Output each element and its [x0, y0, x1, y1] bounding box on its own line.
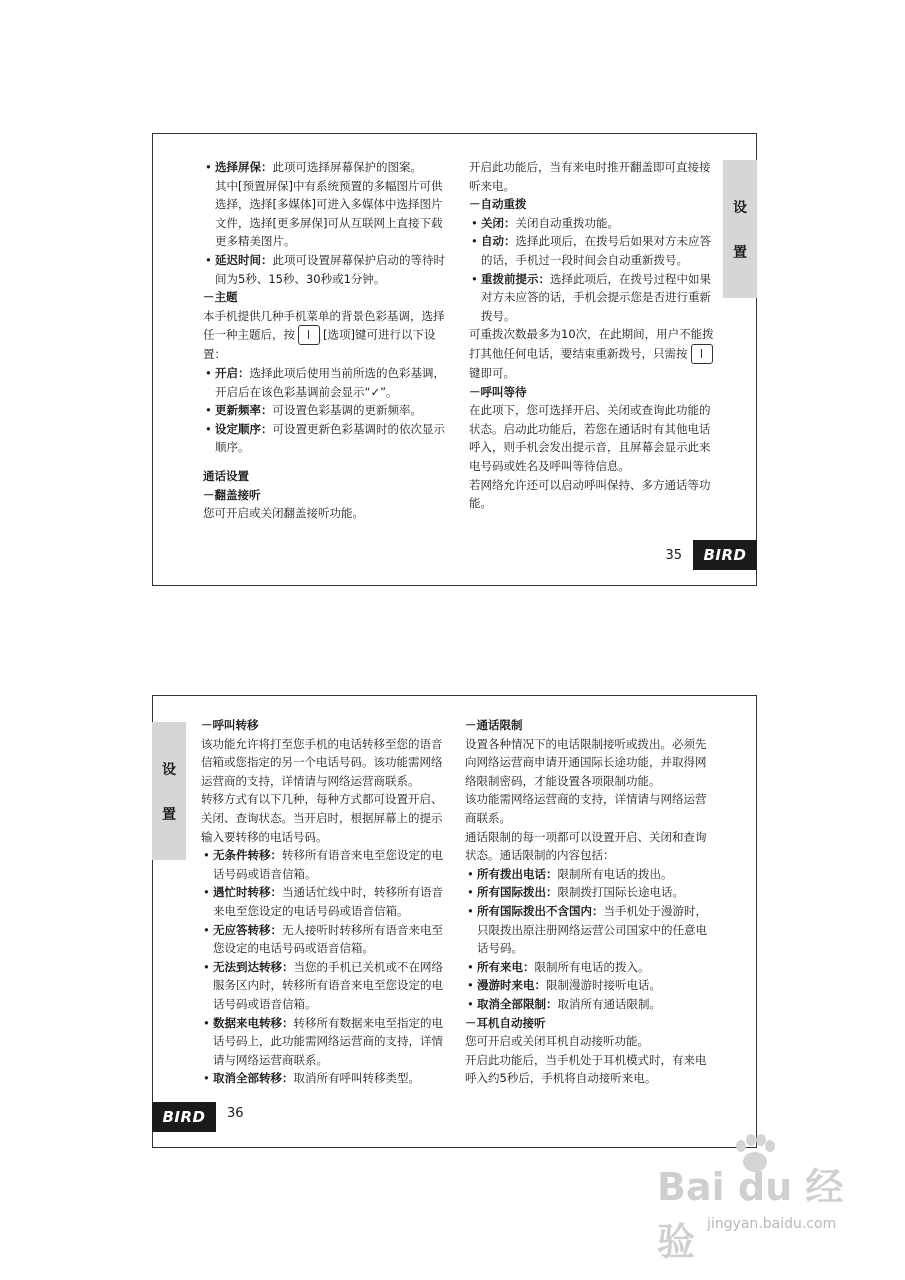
bullet-item — [201, 846, 451, 883]
bullet-text: 当您的手机已关机或不在网络服务区内时，转移所有语音来电至您设定的电话号码或语音信箱。 — [213, 959, 443, 1011]
body-paragraph: 在此项下，您可选择开启、关闭或查询此功能的状态。启动此功能后，若您在通话时有其他电话呼入，则手机会发出提示音，且屏幕会显示此来电号码或姓名及呼叫等待信息。 — [469, 403, 711, 473]
section-heading: 通话设置 — [203, 468, 249, 483]
section-heading: －呼叫等待 — [469, 384, 527, 399]
section-heading: －呼叫转移 — [201, 718, 259, 732]
bullet-text: 选择此项后，在拨号过程中如果对方未应答的话，手机会提示您是否进行重新拨号。 — [481, 271, 711, 323]
body-paragraph — [203, 307, 451, 364]
bullet-text: 限制漫游时接听电话。 — [546, 978, 661, 993]
bullet-label: 选择屏保： — [215, 160, 273, 174]
body-paragraph: 该功能允许将打至您手机的电话转移至您的语音信箱或您指定的另一个电话号码。该功能需网络运营商的支持，详情请与网络运营商联系。 — [201, 736, 443, 788]
body-paragraph: 开启此功能后，当有来电时推开翻盖即可直接接听来电。 — [469, 160, 711, 193]
manual-page-35 — [152, 133, 757, 586]
paragraph-text-after-key: 键即可。 — [469, 365, 515, 380]
body-paragraph: 转移方式有以下几种，每种方式都可设置开启、关闭、查询状态。当开启时，根据屏幕上的提示输入要转移的电话号码。 — [201, 792, 443, 844]
bullet-item — [465, 976, 717, 995]
bullet-item — [201, 1069, 451, 1088]
bullet-label: 所有国际拨出： — [477, 885, 558, 900]
bullet-item — [203, 420, 451, 457]
bullet-text: 可设置色彩基调的更新频率。 — [272, 403, 422, 418]
body-paragraph — [469, 325, 717, 382]
bullet-label: 无法到达转移： — [213, 959, 294, 974]
paragraph-text: 可重拨次数最多为10次，在此期间，用户不能拨打其他任何电话，要结束重新拨号，只需按 — [469, 327, 714, 361]
bullet-label: 所有来电： — [477, 959, 535, 974]
bullet-item — [201, 883, 451, 920]
page-number: 36 — [227, 1106, 244, 1121]
section-heading: －自动重拨 — [469, 197, 527, 212]
bullet-item — [201, 1014, 451, 1070]
bullet-label: 所有拨出电话： — [477, 866, 558, 881]
bullet-item — [465, 958, 717, 977]
bullet-label: 更新频率： — [215, 403, 273, 418]
bullet-item — [469, 270, 717, 326]
baidu-jingyan-watermark — [647, 1134, 867, 1264]
section-heading: －主题 — [203, 290, 238, 305]
bullet-text: 当通话忙线中时，转移所有语音来电至您设定的电话号码或语音信箱。 — [213, 885, 443, 918]
paragraph-text-after-key: [选项]键可进行以下设置： — [203, 327, 436, 362]
bullet-text: 无人接听时转移所有语音来电至您设定的电话号码或语音信箱。 — [213, 922, 443, 956]
bullet-text: 选择此项后使用当前所选的色彩基调，开启后在该色彩基调前会显示“✓”。 — [215, 365, 445, 399]
bullet-item — [469, 214, 717, 233]
bullet-item — [465, 995, 717, 1014]
bird-logo: BIRD — [693, 540, 757, 570]
bullet-text: 选择此项后，在拨号后如果对方未应答的话，手机过一段时间会自动重新拨号。 — [481, 234, 711, 267]
watermark-brand: Bai du 经验 — [657, 1165, 844, 1264]
body-paragraph: 通话限制的每一项都可以设置开启、关闭和查询状态。通话限制的内容包括： — [465, 829, 707, 863]
bullet-item — [465, 883, 717, 902]
bullet-label: 开启： — [215, 365, 250, 380]
bullet-item — [465, 902, 717, 958]
settings-side-tab — [152, 722, 186, 860]
bullet-text: 当手机处于漫游时，只限拨出原注册网络运营公司国家中的任意电话号码。 — [477, 903, 707, 956]
bullet-text: 此项可设置屏幕保护启动的等待时间为5秒、15秒、30秒或1分钟。 — [215, 252, 445, 286]
side-tab-char-2: 置 — [162, 806, 176, 823]
bullet-text: 转移所有语音来电至您设定的电话号码或语音信箱。 — [213, 848, 443, 881]
bullet-text: 此项可选择屏幕保护的图案。 — [272, 160, 422, 174]
bullet-label: 取消全部转移： — [213, 1071, 294, 1086]
bullet-label: 延迟时间： — [215, 252, 273, 267]
page35-left-column — [203, 158, 451, 523]
bird-logo: BIRD — [152, 1102, 216, 1132]
page35-right-column — [469, 158, 717, 513]
watermark-url: jingyan.baidu.com — [707, 1216, 837, 1232]
page36-left-column — [201, 716, 451, 1088]
body-paragraph: 该功能需网络运营商的支持，详情请与网络运营商联系。 — [465, 792, 707, 825]
bullet-label: 关闭： — [481, 215, 516, 230]
bullet-label: 无条件转移： — [213, 848, 282, 863]
side-tab-char-2: 置 — [733, 244, 747, 261]
bullet-label: 漫游时来电： — [477, 978, 546, 993]
bullet-label: 所有国际拨出不含国内： — [477, 903, 604, 918]
section-heading: －翻盖接听 — [203, 487, 261, 502]
bullet-label: 自动： — [481, 234, 516, 249]
side-tab-char-1: 设 — [162, 761, 176, 778]
bullet-label: 重拨前提示： — [481, 271, 550, 286]
body-paragraph: 开启此功能后，当手机处于耳机模式时，有来电呼入约5秒后，手机将自动接听来电。 — [465, 1052, 707, 1086]
body-paragraph: 设置各种情况下的电话限制接听或拨出。必须先向网络运营商申请开通国际长途功能，并取得网络限制密码，才能设置各项限制功能。 — [465, 736, 707, 788]
manual-page-36 — [152, 695, 757, 1148]
bullet-item — [465, 865, 717, 884]
bullet-label: 取消全部限制： — [477, 996, 558, 1011]
page36-right-column — [465, 716, 717, 1088]
body-paragraph: 您可开启或关闭耳机自动接听功能。 — [465, 1034, 649, 1049]
side-tab-char-1: 设 — [733, 199, 747, 216]
bullet-label: 遇忙时转移： — [213, 885, 282, 900]
section-heading: －耳机自动接听 — [465, 1015, 546, 1030]
bullet-item — [201, 921, 451, 958]
bullet-item — [201, 958, 451, 1014]
bullet-label: 数据来电转移： — [213, 1015, 294, 1030]
bullet-text: 限制所有电话的拨出。 — [557, 866, 673, 881]
bullet-label: 无应答转移： — [213, 922, 282, 937]
bullet-text: 关闭自动重拨功能。 — [515, 215, 619, 230]
soft-key-icon — [691, 344, 713, 364]
bullet-label: 设定顺序： — [215, 421, 273, 436]
bullet-item — [203, 401, 451, 420]
bullet-item — [469, 232, 717, 269]
soft-key-icon — [298, 325, 320, 345]
bullet-text: 限制拨打国际长途电话。 — [557, 885, 684, 900]
bullet-item — [203, 364, 451, 401]
settings-side-tab — [723, 160, 757, 298]
bullet-text: 取消所有通话限制。 — [557, 996, 661, 1011]
body-paragraph: 您可开启或关闭翻盖接听功能。 — [203, 506, 364, 521]
bullet-item — [203, 251, 451, 288]
paragraph-text: 本手机提供几种手机菜单的背景色彩基调，选择任一种主题后，按 — [203, 308, 445, 342]
bullet-item — [203, 158, 451, 177]
section-heading: －通话限制 — [465, 718, 523, 732]
indented-text: 其中[预置屏保]中有系统预置的多幅图片可供选择，选择[多媒体]可进入多媒体中选择图片文件，选择[更多屏保]可从互联网上直接下载更多精美图片。 — [215, 178, 443, 249]
bullet-text: 限制所有电话的拨入。 — [534, 959, 650, 974]
body-paragraph: 若网络允许还可以启动呼叫保持、多方通话等功能。 — [469, 477, 711, 511]
page-number: 35 — [665, 548, 682, 563]
bullet-text: 可设置更新色彩基调时的依次显示顺序。 — [215, 421, 445, 455]
bullet-text: 取消所有呼叫转移类型。 — [293, 1071, 420, 1086]
bullet-text: 转移所有数据来电至指定的电话号码上，此功能需网络运营商的支持，详情请与网络运营商联系。 — [213, 1015, 443, 1067]
spacer — [203, 457, 451, 467]
